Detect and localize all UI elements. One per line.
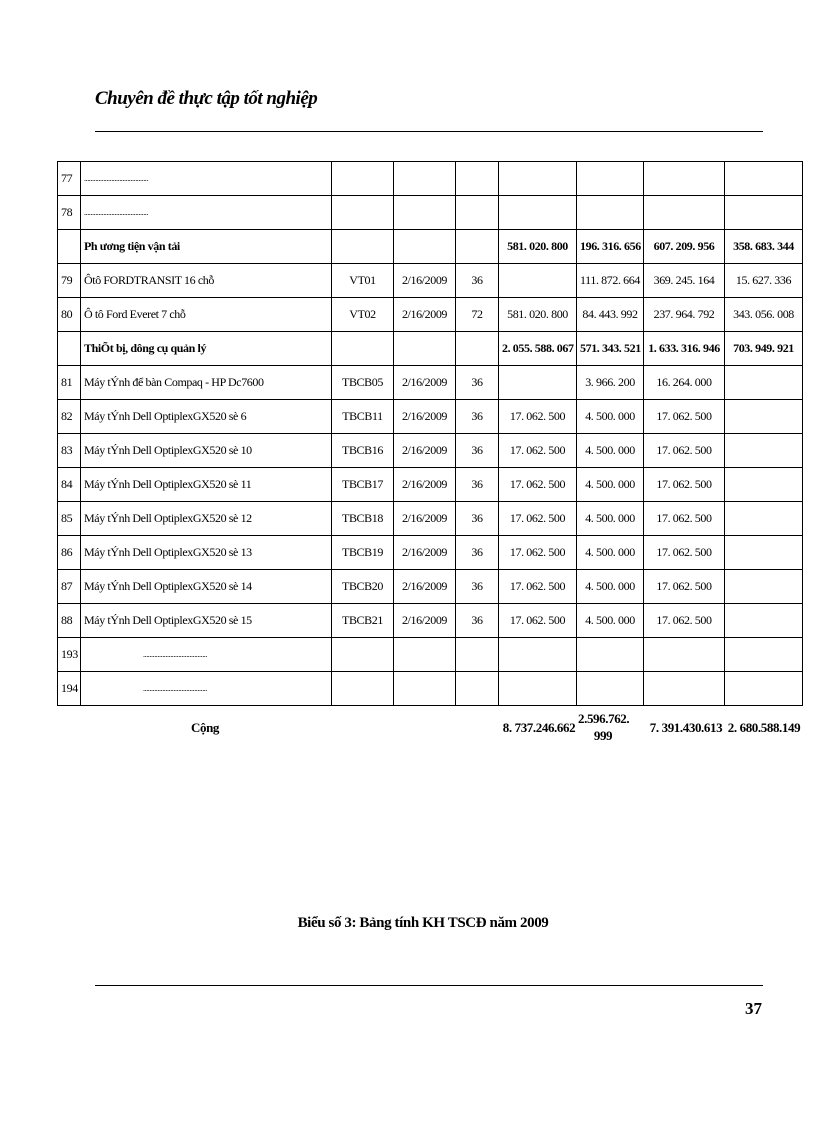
page-number: 37 bbox=[745, 999, 762, 1018]
cell-value-2: 3. 966. 200 bbox=[577, 366, 644, 400]
cell-value-2 bbox=[577, 672, 644, 706]
cell-asset-name: Máy tÝnh Dell OptiplexGX520 sè 10 bbox=[81, 434, 332, 468]
cell-value-3: 17. 062. 500 bbox=[644, 434, 725, 468]
cell-months: 36 bbox=[456, 536, 499, 570]
cell-value-1: 17. 062. 500 bbox=[499, 400, 577, 434]
cell-months: 36 bbox=[456, 502, 499, 536]
cell-start-date: 2/16/2009 bbox=[394, 536, 456, 570]
cell-asset-name: ........................................ bbox=[81, 638, 332, 672]
cell-asset-name: ........................................ bbox=[81, 672, 332, 706]
header-rule bbox=[95, 131, 763, 132]
cell-value-3 bbox=[644, 162, 725, 196]
cell-asset-code bbox=[332, 162, 394, 196]
cell-asset-code bbox=[332, 230, 394, 264]
cell-value-1: 17. 062. 500 bbox=[499, 468, 577, 502]
cell-asset-name: Máy tÝnh Dell OptiplexGX520 sè 14 bbox=[81, 570, 332, 604]
table-row bbox=[58, 298, 803, 332]
total-value-4: 2. 680.588.149 bbox=[727, 720, 801, 735]
table-row bbox=[58, 502, 803, 536]
cell-asset-name: Máy tÝnh Dell OptiplexGX520 sè 12 bbox=[81, 502, 332, 536]
cell-asset-name: Ph ương tiện vận tải bbox=[81, 230, 332, 264]
cell-start-date: 2/16/2009 bbox=[394, 604, 456, 638]
cell-start-date: 2/16/2009 bbox=[394, 400, 456, 434]
cell-value-1: 17. 062. 500 bbox=[499, 434, 577, 468]
cell-asset-name: Ôtô FORDTRANSIT 16 chỗ bbox=[81, 264, 332, 298]
cell-value-3: 17. 062. 500 bbox=[644, 468, 725, 502]
cell-months: 36 bbox=[456, 366, 499, 400]
cell-asset-name: ........................................ bbox=[81, 196, 332, 230]
cell-asset-code: TBCB19 bbox=[332, 536, 394, 570]
cell-months: 36 bbox=[456, 468, 499, 502]
cell-stt: 80 bbox=[58, 298, 81, 332]
cell-value-2: 4. 500. 000 bbox=[577, 400, 644, 434]
cell-asset-code: TBCB05 bbox=[332, 366, 394, 400]
cell-start-date bbox=[394, 332, 456, 366]
cell-start-date bbox=[394, 230, 456, 264]
cell-value-3: 17. 062. 500 bbox=[644, 570, 725, 604]
total-row bbox=[0, 711, 816, 758]
cell-value-4 bbox=[725, 400, 803, 434]
cell-asset-name: Máy tÝnh để bàn Compaq - HP Dc7600 bbox=[81, 366, 332, 400]
cell-start-date: 2/16/2009 bbox=[394, 502, 456, 536]
cell-months bbox=[456, 196, 499, 230]
cell-value-1 bbox=[499, 366, 577, 400]
cell-stt: 81 bbox=[58, 366, 81, 400]
table-row bbox=[58, 400, 803, 434]
cell-stt: 193 bbox=[58, 638, 81, 672]
table-row bbox=[58, 196, 803, 230]
cell-stt bbox=[58, 332, 81, 366]
table-row bbox=[58, 672, 803, 706]
table-row bbox=[58, 570, 803, 604]
cell-stt: 88 bbox=[58, 604, 81, 638]
cell-value-1: 17. 062. 500 bbox=[499, 502, 577, 536]
cell-asset-code: TBCB20 bbox=[332, 570, 394, 604]
cell-value-2 bbox=[577, 162, 644, 196]
footer-rule bbox=[95, 985, 763, 986]
table-row bbox=[58, 162, 803, 196]
cell-value-4 bbox=[725, 162, 803, 196]
cell-stt: 85 bbox=[58, 502, 81, 536]
asset-depreciation-table bbox=[57, 161, 803, 706]
cell-value-3 bbox=[644, 196, 725, 230]
cell-value-4 bbox=[725, 638, 803, 672]
cell-value-2 bbox=[577, 638, 644, 672]
cell-value-3: 16. 264. 000 bbox=[644, 366, 725, 400]
cell-value-2: 4. 500. 000 bbox=[577, 570, 644, 604]
cell-value-2: 111. 872. 664 bbox=[577, 264, 644, 298]
cell-value-3: 369. 245. 164 bbox=[644, 264, 725, 298]
cell-value-1 bbox=[499, 264, 577, 298]
cell-value-2: 4. 500. 000 bbox=[577, 536, 644, 570]
cell-value-1: 2. 055. 588. 067 bbox=[499, 332, 577, 366]
cell-asset-name: Máy tÝnh Dell OptiplexGX520 sè 6 bbox=[81, 400, 332, 434]
total-label: Cộng bbox=[190, 720, 220, 735]
cell-stt: 79 bbox=[58, 264, 81, 298]
cell-value-3 bbox=[644, 672, 725, 706]
cell-asset-name: Máy tÝnh Dell OptiplexGX520 sè 11 bbox=[81, 468, 332, 502]
cell-asset-name: Máy tÝnh Dell OptiplexGX520 sè 13 bbox=[81, 536, 332, 570]
cell-start-date bbox=[394, 196, 456, 230]
cell-asset-code: TBCB16 bbox=[332, 434, 394, 468]
cell-value-2: 4. 500. 000 bbox=[577, 604, 644, 638]
cell-start-date: 2/16/2009 bbox=[394, 366, 456, 400]
cell-asset-name: ThiÕt bị, dông cụ quản lý bbox=[81, 332, 332, 366]
total-value-2-line1: 2.596.762. bbox=[578, 711, 630, 726]
cell-value-2 bbox=[577, 196, 644, 230]
table-group-row bbox=[58, 332, 803, 366]
cell-asset-code bbox=[332, 672, 394, 706]
cell-asset-name: Máy tÝnh Dell OptiplexGX520 sè 15 bbox=[81, 604, 332, 638]
cell-value-4: 15. 627. 336 bbox=[725, 264, 803, 298]
table-group-row bbox=[58, 230, 803, 264]
cell-value-3: 17. 062. 500 bbox=[644, 604, 725, 638]
cell-value-1: 17. 062. 500 bbox=[499, 536, 577, 570]
cell-value-4 bbox=[725, 366, 803, 400]
cell-months bbox=[456, 638, 499, 672]
table-body bbox=[58, 162, 803, 706]
cell-value-2: 4. 500. 000 bbox=[577, 502, 644, 536]
cell-value-3: 17. 062. 500 bbox=[644, 502, 725, 536]
cell-stt: 78 bbox=[58, 196, 81, 230]
cell-value-1: 17. 062. 500 bbox=[499, 570, 577, 604]
cell-value-4: 343. 056. 008 bbox=[725, 298, 803, 332]
cell-asset-code: TBCB17 bbox=[332, 468, 394, 502]
cell-start-date bbox=[394, 672, 456, 706]
cell-value-3: 607. 209. 956 bbox=[644, 230, 725, 264]
cell-start-date: 2/16/2009 bbox=[394, 264, 456, 298]
cell-asset-code: VT01 bbox=[332, 264, 394, 298]
total-value-3: 7. 391.430.613 bbox=[649, 720, 723, 735]
table-row bbox=[58, 604, 803, 638]
cell-start-date bbox=[394, 638, 456, 672]
cell-value-3: 17. 062. 500 bbox=[644, 536, 725, 570]
cell-value-4 bbox=[725, 570, 803, 604]
cell-months: 36 bbox=[456, 570, 499, 604]
cell-stt: 83 bbox=[58, 434, 81, 468]
table-row bbox=[58, 434, 803, 468]
cell-value-4 bbox=[725, 502, 803, 536]
cell-value-1 bbox=[499, 672, 577, 706]
cell-value-1: 581. 020. 800 bbox=[499, 298, 577, 332]
cell-value-4 bbox=[725, 536, 803, 570]
cell-value-1: 581. 020. 800 bbox=[499, 230, 577, 264]
cell-value-3: 17. 062. 500 bbox=[644, 400, 725, 434]
cell-months bbox=[456, 162, 499, 196]
table-row bbox=[58, 468, 803, 502]
cell-start-date: 2/16/2009 bbox=[394, 570, 456, 604]
cell-value-2: 4. 500. 000 bbox=[577, 434, 644, 468]
cell-value-4: 703. 949. 921 bbox=[725, 332, 803, 366]
cell-stt: 86 bbox=[58, 536, 81, 570]
document-header-title: Chuyên đề thực tập tốt nghiệp bbox=[95, 88, 318, 109]
cell-start-date: 2/16/2009 bbox=[394, 434, 456, 468]
cell-value-4 bbox=[725, 672, 803, 706]
cell-months: 72 bbox=[456, 298, 499, 332]
cell-value-4 bbox=[725, 434, 803, 468]
cell-asset-code: TBCB21 bbox=[332, 604, 394, 638]
cell-stt: 82 bbox=[58, 400, 81, 434]
cell-asset-code: TBCB18 bbox=[332, 502, 394, 536]
cell-value-4 bbox=[725, 604, 803, 638]
cell-months: 36 bbox=[456, 264, 499, 298]
cell-value-4 bbox=[725, 468, 803, 502]
cell-stt: 77 bbox=[58, 162, 81, 196]
cell-value-1: 17. 062. 500 bbox=[499, 604, 577, 638]
cell-stt: 87 bbox=[58, 570, 81, 604]
cell-months: 36 bbox=[456, 400, 499, 434]
table-row bbox=[58, 536, 803, 570]
cell-months bbox=[456, 230, 499, 264]
cell-stt bbox=[58, 230, 81, 264]
total-value-2 bbox=[578, 710, 628, 744]
table-caption: Biểu số 3: Bảng tính KH TSCĐ năm 2009 bbox=[297, 915, 549, 931]
cell-asset-code: VT02 bbox=[332, 298, 394, 332]
table-row bbox=[58, 638, 803, 672]
cell-months bbox=[456, 672, 499, 706]
cell-asset-name: ........................................ bbox=[81, 162, 332, 196]
cell-value-1 bbox=[499, 162, 577, 196]
total-value-2-line2: 999 bbox=[593, 728, 613, 743]
cell-stt: 194 bbox=[58, 672, 81, 706]
cell-value-2: 196. 316. 656 bbox=[577, 230, 644, 264]
cell-value-2: 571. 343. 521 bbox=[577, 332, 644, 366]
cell-asset-name: Ô tô Ford Everet 7 chỗ bbox=[81, 298, 332, 332]
cell-value-2: 84. 443. 992 bbox=[577, 298, 644, 332]
cell-value-1 bbox=[499, 638, 577, 672]
cell-months: 36 bbox=[456, 434, 499, 468]
table-row bbox=[58, 366, 803, 400]
cell-months: 36 bbox=[456, 604, 499, 638]
cell-months bbox=[456, 332, 499, 366]
cell-value-4 bbox=[725, 196, 803, 230]
cell-start-date: 2/16/2009 bbox=[394, 468, 456, 502]
cell-asset-code bbox=[332, 332, 394, 366]
cell-value-3: 237. 964. 792 bbox=[644, 298, 725, 332]
table-row bbox=[58, 264, 803, 298]
cell-start-date: 2/16/2009 bbox=[394, 298, 456, 332]
total-value-1: 8. 737.246.662 bbox=[502, 720, 576, 735]
cell-value-4: 358. 683. 344 bbox=[725, 230, 803, 264]
cell-asset-code bbox=[332, 196, 394, 230]
cell-asset-code: TBCB11 bbox=[332, 400, 394, 434]
cell-value-1 bbox=[499, 196, 577, 230]
cell-stt: 84 bbox=[58, 468, 81, 502]
cell-value-2: 4. 500. 000 bbox=[577, 468, 644, 502]
cell-start-date bbox=[394, 162, 456, 196]
cell-asset-code bbox=[332, 638, 394, 672]
cell-value-3 bbox=[644, 638, 725, 672]
cell-value-3: 1. 633. 316. 946 bbox=[644, 332, 725, 366]
